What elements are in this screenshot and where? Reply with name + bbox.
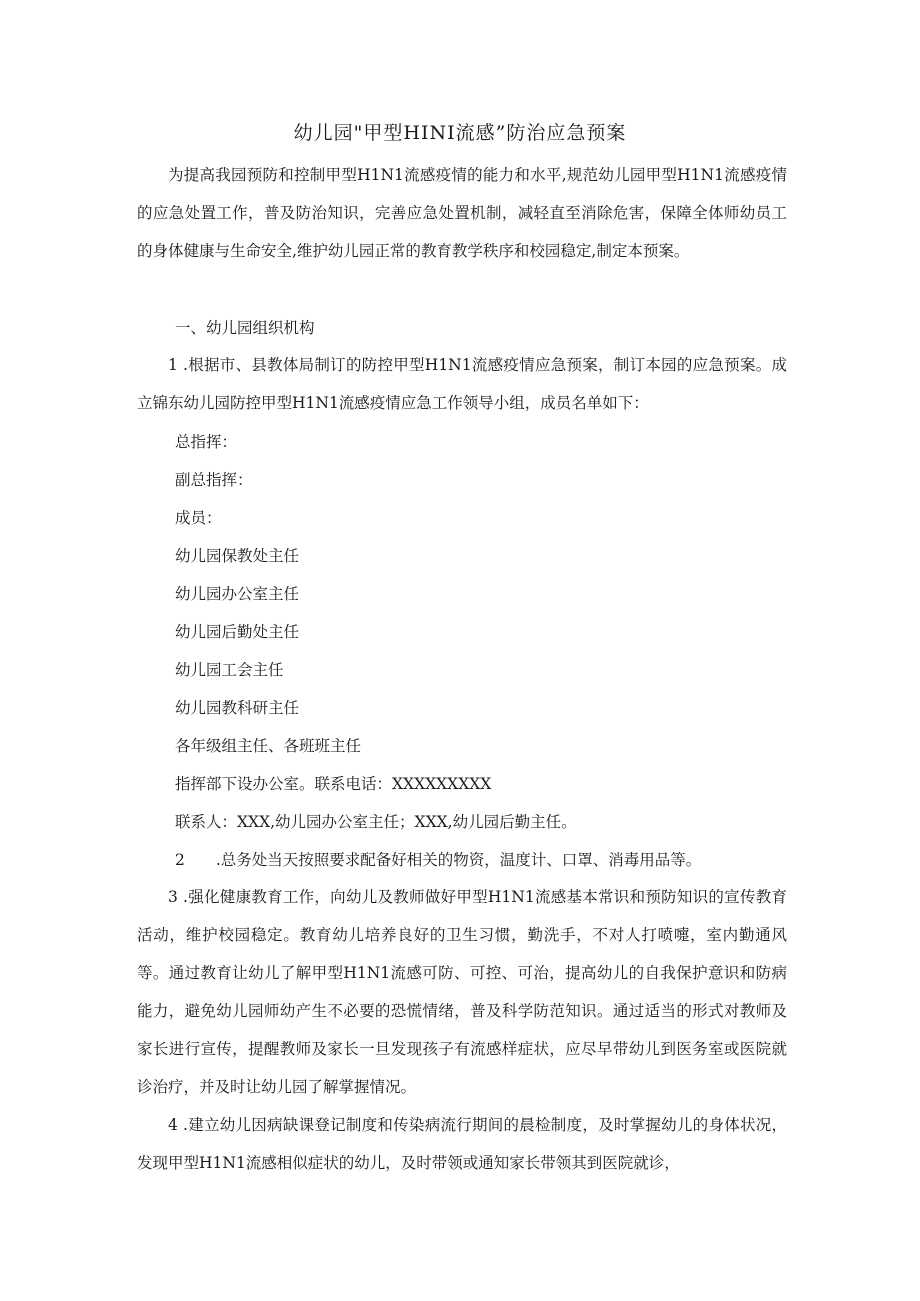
intro-paragraph: 为提高我园预防和控制甲型H1N1流感疫情的能力和水平,规范幼儿园甲型H1N1流感疫情的应急处置工作，普及防治知识，完善应急处置机制，减轻直至消除危害，保障全体师幼员工的身体健康与生命安全,维护幼儿园正常的教育教学秩序和校园稳定,制定本预案。 [137,166,787,260]
contacts-line: 联系人：XXX,幼儿园办公室主任；XXX,幼儿园后勤主任。 [175,813,577,831]
item-4-paragraph: 4 .建立幼儿因病缺课登记制度和传染病流行期间的晨检制度，及时掌握幼儿的身体状况，发现甲型H1N1流感相似症状的幼儿，及时带领或通知家长带领其到医院就诊， [137,1116,787,1172]
member-line: 各年级组主任、各班班主任 [175,737,362,755]
commander-line: 总指挥： [175,433,238,451]
item-2-line: 2 .总务处当天按照要求配备好相关的物资，温度计、口罩、消毒用品等。 [175,851,702,869]
section-heading: 一、幼儿园组织机构 [175,319,315,337]
member-line: 幼儿园教科研主任 [175,699,300,717]
document-title: 幼儿园"甲型HINI流感”防治应急预案 [293,122,627,144]
member-line: 幼儿园办公室主任 [175,585,300,603]
member-line: 幼儿园后勤处主任 [175,623,300,641]
office-phone-line: 指挥部下设办公室。联系电话：XXXXXXXXX [175,775,492,793]
members-label: 成员： [175,509,222,527]
member-line: 幼儿园保教处主任 [175,547,300,565]
deputy-commander-line: 副总指挥： [175,471,253,489]
item-1-paragraph: 1 .根据市、县教体局制订的防控甲型H1N1流感疫情应急预案，制订本园的应急预案。成立锦东幼儿园防控甲型H1N1流感疫情应急工作领导小组，成员名单如下： [137,356,787,412]
member-line: 幼儿园工会主任 [175,661,284,679]
item-3-paragraph: 3 .强化健康教育工作，向幼儿及教师做好甲型H1N1流感基本常识和预防知识的宣传教育活动，维护校园稳定。教育幼儿培养良好的卫生习惯，勤洗手，不对人打喷嚏，室内勤通风等。通过教育让幼儿了解甲型H1N1流感可防、可控、可治，提高幼儿的自我保护意识和防病能力，避免幼儿园师幼产生不必要的恐慌情绪，普及科学防范知识。通过适当的形式对教师及家长进行宣传，提醒教师及家长一旦发现孩子有流感样症状，应尽早带幼儿到医务室或医院就诊治疗，并及时让幼儿园了解掌握情况。 [137,888,787,1096]
